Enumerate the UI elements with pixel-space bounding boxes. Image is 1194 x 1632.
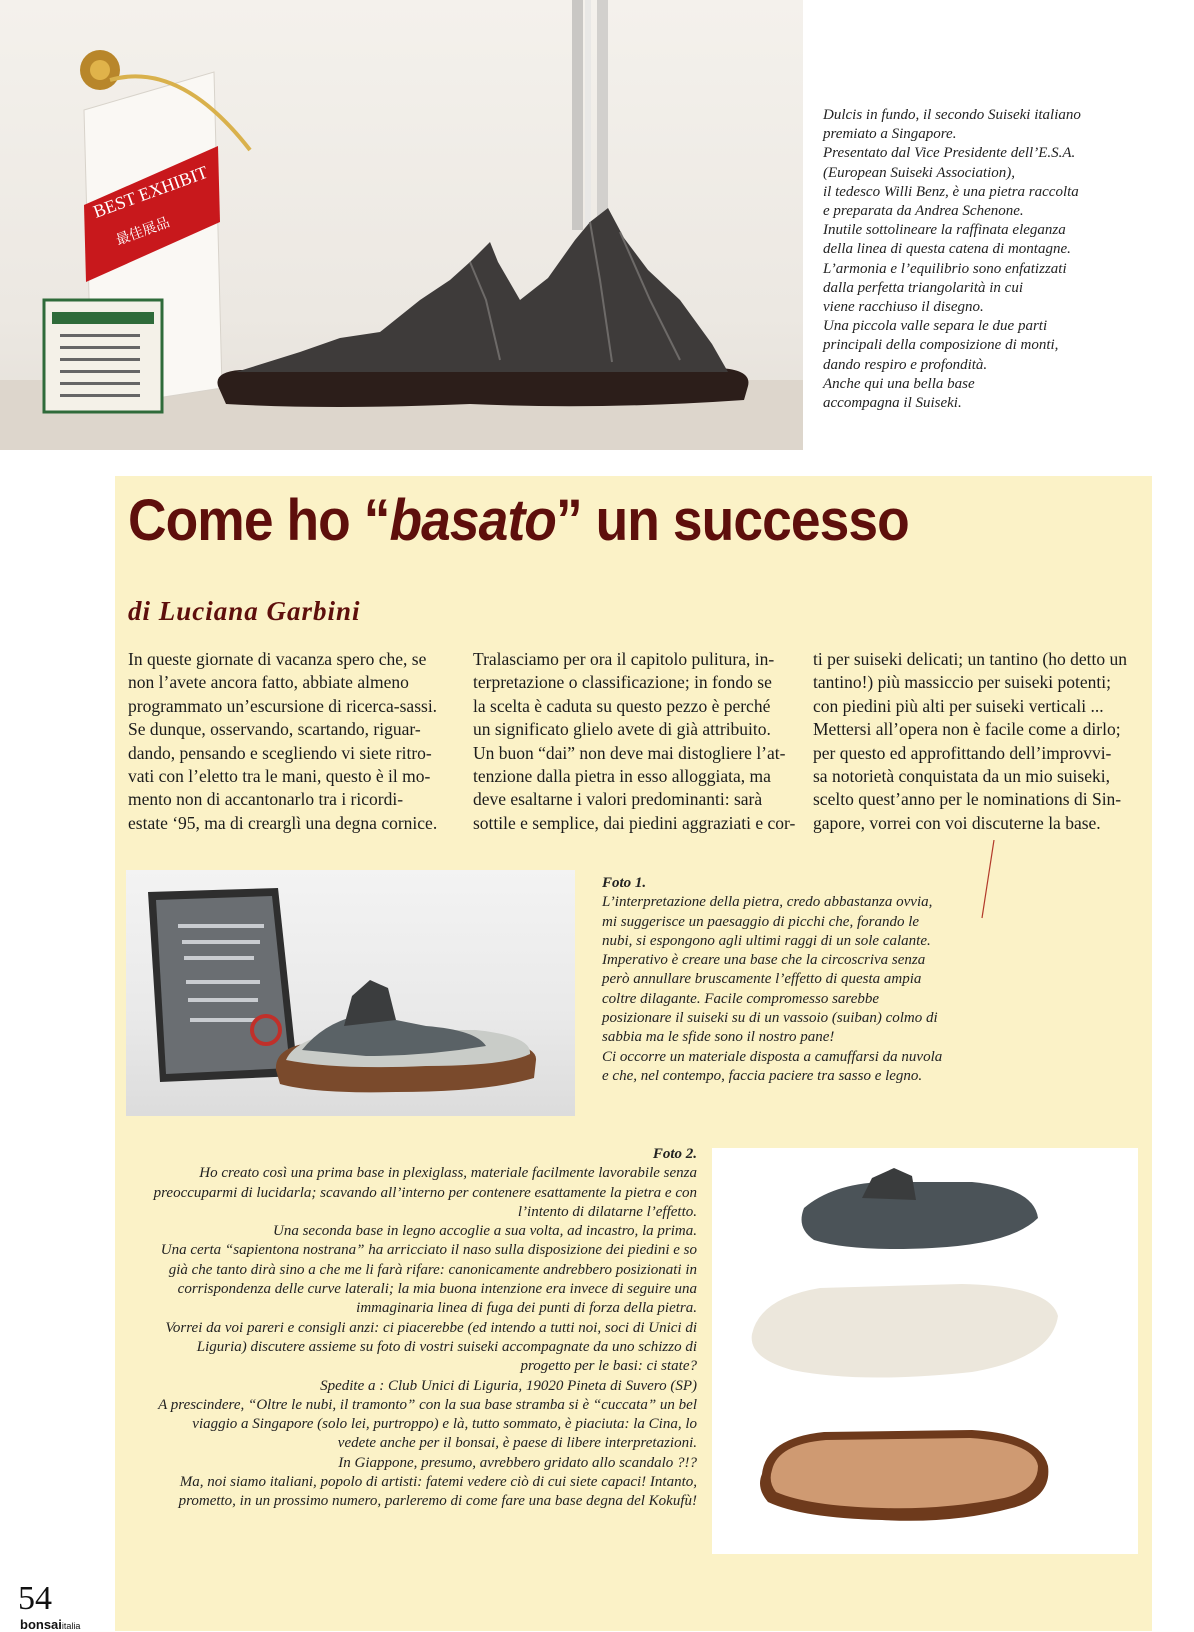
caption-line: Ma, noi siamo italiani, popolo di artisti: fatemi vedere ciò di cui siete capaci! Intanto, <box>179 1474 697 1491</box>
foto1-caption <box>602 874 982 1086</box>
text-line: tantino!) più massiccio per suiseki potenti; <box>813 672 1111 693</box>
caption-line: corrispondenza delle curve laterali; la mia buona intenzione era invece di seguire una <box>177 1281 697 1298</box>
foto1-title: Foto 1. <box>602 875 647 891</box>
text-line: gapore, vorrei con voi discuterne la base. <box>813 812 1101 833</box>
caption-line: Inutile sottolineare la raffinata eleganza <box>823 222 1066 239</box>
article-byline: di Luciana Garbini <box>128 596 361 626</box>
caption-line: mi suggerisce un paesaggio di picchi che, forando le <box>602 913 920 930</box>
text-line: deve esaltarne i valori predominanti: sarà <box>473 789 763 810</box>
logo-text-small: italia <box>61 1621 81 1631</box>
caption-line: Una piccola valle separa le due parti <box>823 318 1048 335</box>
text-line: programmato un’escursione di ricerca-sassi. <box>128 695 438 716</box>
page-number: 54 <box>18 1580 52 1617</box>
foto2-title: Foto 2. <box>652 1146 697 1162</box>
caption-line: Anche qui una bella base <box>823 375 975 392</box>
text-line: Un buon “dai” non deve mai distogliere l’at- <box>473 742 786 763</box>
caption-line: l’intento di dilatarne l’effetto. <box>517 1203 697 1220</box>
caption-line: della linea di questa catena di montagne. <box>823 241 1071 258</box>
text-line: ti per suiseki delicati; un tantino (ho detto un <box>813 649 1127 669</box>
caption-line: però annullare bruscamente l’effetto di questa ampia <box>602 971 922 988</box>
text-line: Se dunque, osservando, scartando, riguar- <box>128 719 421 740</box>
text-line: sottile e semplice, dai piedini aggraziati e cor- <box>473 812 796 833</box>
caption-line: sabbia ma le sfide sono il nostro pane! <box>602 1029 835 1046</box>
text-line: la scelta è caduta su questo pezzo è perché <box>473 695 771 716</box>
text-line: scelto quest’anno per le nominations di Sin- <box>813 789 1122 810</box>
text-line: non l’avete ancora fatto, abbiate almeno <box>128 672 409 693</box>
caption-line: (European Suiseki Association), <box>823 164 1016 181</box>
article-column-3 <box>813 648 1143 835</box>
caption-line: preoccuparmi di lucidarla; scavando all’interno per contenere esattamente la pietra e con <box>153 1184 697 1201</box>
caption-line: progetto per le basi: ci state? <box>520 1358 697 1375</box>
caption-line: accompagna il Suiseki. <box>823 395 962 412</box>
caption-line: e preparata da Andrea Schenone. <box>823 203 1024 220</box>
text-line: tenzione dalla pietra in esso alloggiata, ma <box>473 766 771 787</box>
best-exhibit-sign-chinese: 最佳展品 <box>113 214 172 249</box>
caption-line: Una seconda base in legno accoglie a sua volta, ad incastro, la prima. <box>273 1223 697 1240</box>
mountain-suiseki-image <box>0 0 803 450</box>
caption-line: Dulcis in fundo, il secondo Suiseki italiano <box>823 107 1081 123</box>
text-line: un significato glielo avete di già attribuito. <box>473 719 771 740</box>
foto2-photo <box>712 1148 1138 1554</box>
caption-line: Vorrei da voi pareri e consigli anzi: ci piacerebbe (ed intendo a tutti noi, soci di Unici di <box>165 1319 697 1336</box>
caption-line: dalla perfetta triangolarità in cui <box>823 279 1023 296</box>
caption-line: Ci occorre un materiale disposta a camuffarsi da nuvola <box>602 1048 943 1065</box>
caption-line: Una certa “sapientona nostrana” ha arricciato il naso sulla disposizione dei piedini e so <box>160 1242 697 1259</box>
caption-line: viene racchiuso il disegno. <box>823 299 984 316</box>
logo-text: bonsai <box>20 1617 62 1632</box>
caption-line: coltre dilagante. Facile compromesso sarebbe <box>602 990 880 1007</box>
text-line: In queste giornate di vacanza spero che, se <box>128 649 427 669</box>
caption-line: Imperativo è creare una base che la circoscriva senza <box>602 952 926 969</box>
caption-line: prometto, in un prossimo numero, parleremo di come fare una base degna del Kokufù! <box>178 1493 697 1510</box>
caption-line: L’interpretazione della pietra, credo abbastanza ovvia, <box>602 894 933 911</box>
top-photo-suiseki <box>0 0 803 450</box>
caption-line: già che tanto dirà sino a che me li farà rifare: canonicamente andrebbero posizionati in <box>168 1261 697 1278</box>
title-part: ” un successo <box>555 488 909 553</box>
foto1-photo <box>126 870 575 1116</box>
pen-stroke-mark <box>980 840 1000 920</box>
text-line: Mettersi all’opera non è facile come a dirlo; <box>813 719 1121 740</box>
caption-line: dando respiro e profondità. <box>823 356 988 373</box>
text-line: dando, pensando e scegliendo vi siete ritro- <box>128 742 432 763</box>
caption-line: Presentato dal Vice Presidente dell’E.S.A. <box>823 145 1076 162</box>
best-exhibit-sign-text: BEST EXHIBIT <box>90 161 211 222</box>
text-line: mento non di accantonarlo tra i ricordi- <box>128 789 404 810</box>
caption-line: principali della composizione di monti, <box>823 337 1059 354</box>
top-photo-caption <box>823 106 1123 413</box>
title-emphasis: basato <box>389 488 556 553</box>
caption-line: immaginaria linea di fuga dei punti di forza della pietra. <box>356 1300 697 1317</box>
text-line: vati con l’eletto tra le mani, questo è il mo- <box>128 766 431 787</box>
text-line: estate ‘95, ma di crearglì una degna cornice. <box>128 812 438 833</box>
caption-line: Spedite a : Club Unici di Liguria, 19020 Pineta di Suvero (SP) <box>320 1377 697 1394</box>
caption-line: In Giappone, presumo, avrebbero gridato allo scandalo ?!? <box>338 1454 697 1471</box>
article-title <box>128 487 909 554</box>
article-column-2 <box>473 648 803 835</box>
caption-line: Liguria) discutere assieme su foto di vostri suiseki accompagnate da uno schizzo di <box>196 1338 697 1355</box>
caption-line: posizionare il suiseki su di un vassoio (suiban) colmo di <box>602 1010 938 1027</box>
caption-line: il tedesco Willi Benz, è una pietra raccolta <box>823 183 1079 200</box>
caption-line: A prescindere, “Oltre le nubi, il tramonto” con la sua base stramba si è “cuccata” un bel <box>158 1396 697 1413</box>
caption-line: L’armonia e l’equilibrio sono enfatizzati <box>823 260 1067 277</box>
article-column-1 <box>128 648 458 835</box>
caption-line: Ho creato così una prima base in plexiglass, materiale facilmente lavorabile senza <box>199 1165 697 1182</box>
foto2-caption <box>126 1145 697 1512</box>
text-line: terpretazione o classificazione; in fondo se <box>473 672 772 693</box>
stone-and-bases-image <box>712 1148 1138 1554</box>
plaque-and-suiseki-image <box>126 870 575 1116</box>
text-line: per questo ed approfittando dell’improvvi- <box>813 742 1112 763</box>
caption-line: nubi, si espongono agli ultimi raggi di un sole calante. <box>602 932 931 949</box>
text-line: Tralasciamo per ora il capitolo pulitura, in- <box>473 649 775 669</box>
magazine-logo <box>20 1617 80 1632</box>
title-part: Come ho “ <box>128 488 390 553</box>
text-line: con piedini più alti per suiseki verticali ... <box>813 695 1104 716</box>
caption-line: viaggio a Singapore (solo lei, purtroppo) e là, tutto sommato, è piaciuta: la Cina, lo <box>192 1416 697 1433</box>
text-line: sa notorietà conquistata da un mio suiseki, <box>813 766 1110 787</box>
caption-line: premiato a Singapore. <box>823 126 957 143</box>
caption-line: e che, nel contempo, faccia paciere tra sasso e legno. <box>602 1067 923 1084</box>
caption-line: vedete anche per il bonsai, è paese di libere interpretazioni. <box>337 1435 697 1452</box>
